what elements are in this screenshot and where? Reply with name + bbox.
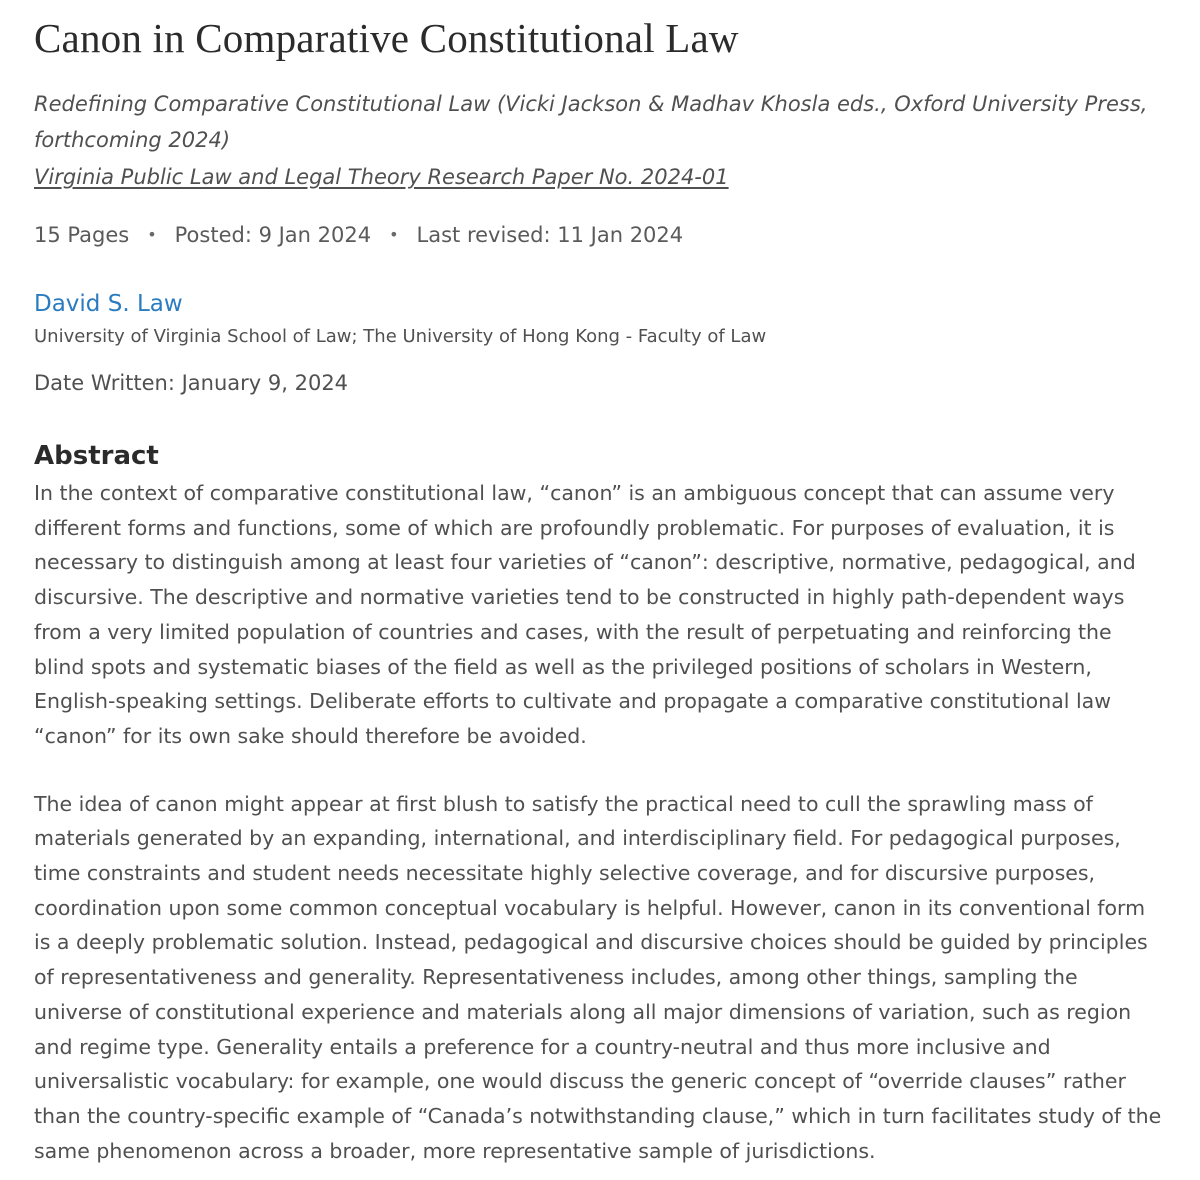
page-count: 15 Pages: [34, 223, 130, 247]
author-link[interactable]: David S. Law: [34, 291, 183, 317]
abstract-heading: Abstract: [34, 441, 159, 471]
date-written: Date Written: January 9, 2024: [34, 371, 349, 395]
paper-meta: [34, 220, 1164, 250]
meta-separator: •: [389, 225, 399, 244]
abstract-paragraph: In the context of comparative constitutional law, “canon” is an ambiguous concept that can assume very different forms and functions, some of which are profoundly problematic. For purposes of evaluation, it is necessary to distinguish among at least four varieties of “canon”: descriptive, normative, pedagogical, and discursive. The descriptive and normative varieties tend to be constructed in highly path-dependent ways from a very limited population of countries and cases, with the result of perpetuating and reinforcing the blind spots and systematic biases of the field as well as the privileged positions of scholars in Western, English-speaking settings. Deliberate efforts to cultivate and propagate a comparative constitutional law “canon” for its own sake should therefore be avoided.: [34, 481, 1136, 748]
revised-date: Last revised: 11 Jan 2024: [416, 223, 684, 247]
author-affiliation: University of Virginia School of Law; The University of Hong Kong - Faculty of Law: [34, 326, 767, 347]
abstract-paragraph: The idea of canon might appear at first blush to satisfy the practical need to cull the sprawling mass of materials generated by an expanding, international, and interdisciplinary field. For pedagogical purposes, time constraints and student needs necessitate highly selective coverage, and for discursive purposes, coordination upon some common conceptual vocabulary is helpful. However, canon in its conventional form is a deeply problematic solution. Instead, pedagogical and discursive choices should be guided by principles of representativeness and generality. Representativeness includes, among other things, sampling the universe of constitutional experience and materials along all major dimensions of variation, such as region and regime type. Generality entails a preference for a country-neutral and thus more inclusive and universalistic vocabulary: for example, one would discuss the generic concept of “override clauses” rather than the country-specific example of “Canada’s notwithstanding clause,” which in turn facilitates study of the same phenomenon across a broader, more representative sample of jurisdictions.: [34, 791, 1162, 1163]
book-citation: Redefining Comparative Constitutional Law (Vicki Jackson & Madhav Khosla eds., Oxford University Press, forthcoming 2024): [34, 92, 1148, 152]
meta-separator: •: [147, 225, 157, 244]
research-paper-series-link[interactable]: Virginia Public Law and Legal Theory Research Paper No. 2024-01: [34, 165, 729, 189]
posted-date: Posted: 9 Jan 2024: [174, 223, 372, 247]
paper-title: Canon in Comparative Constitutional Law: [34, 15, 739, 61]
